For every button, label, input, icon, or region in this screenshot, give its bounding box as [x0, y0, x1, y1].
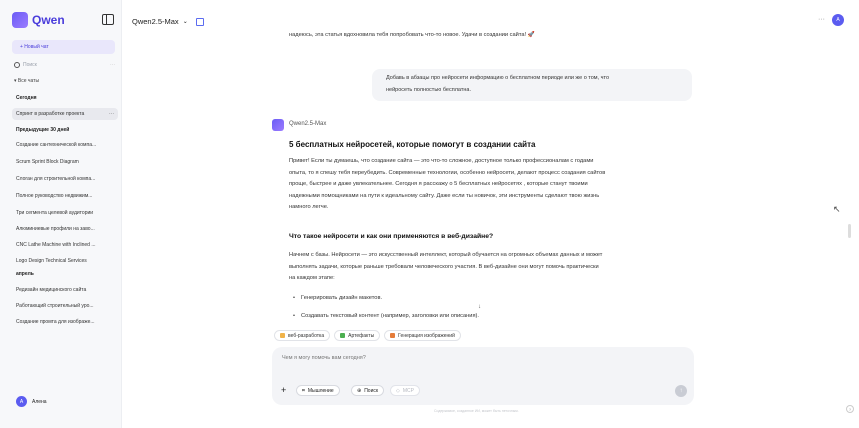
body-paragraph — [289, 250, 689, 285]
paragraph-line: выполнять задачи, которые раньше требовали человеческого участия. В веб-дизайне они могут помочь практически — [289, 263, 599, 270]
chip-artifacts[interactable]: Артефакты — [334, 330, 380, 341]
artifact-icon — [340, 333, 345, 338]
mcp-icon: ◇ — [396, 387, 400, 394]
paragraph-line: проще, быстрее и даже увлекательнее. Сегодня я расскажу о 5 бесплатных нейросетях , которые станут твоими — [289, 181, 588, 187]
message-input[interactable] — [282, 355, 582, 361]
section-label-30-days: Предыдущие 30 дней — [16, 127, 70, 133]
response-title: 5 бесплатных нейросетей, которые помогут в создании сайта — [289, 140, 536, 149]
sidebar — [0, 0, 122, 428]
qwen-avatar-icon — [272, 119, 284, 131]
model-selector[interactable] — [132, 17, 204, 26]
chat-item[interactable]: Редизайн медицинского сайта — [16, 287, 87, 293]
section-heading: Что такое нейросети и как они применяются в веб-дизайне? — [289, 233, 494, 240]
chevron-down-icon: ⌄ — [182, 19, 188, 25]
chat-item[interactable]: Полное руководство недвижим... — [16, 193, 93, 199]
help-icon[interactable]: ? — [846, 405, 854, 413]
user-profile[interactable] — [16, 396, 47, 407]
scrollbar[interactable] — [848, 224, 851, 238]
chat-item[interactable]: Алюминиевые профили на заво... — [16, 226, 95, 232]
thinking-icon: ⌗ — [302, 387, 305, 394]
list-item: • Генерировать дизайн макетов. — [293, 295, 383, 301]
user-name: Алена — [32, 398, 47, 405]
suggestion-chips — [274, 330, 461, 341]
more-options-icon[interactable]: ··· — [818, 16, 825, 23]
mouse-cursor-icon: ↖ — [833, 204, 841, 214]
list-item: • Создавать текстовый контент (например, заголовки или описания). — [293, 313, 480, 319]
chat-item[interactable]: Слоган для строительной компа... — [16, 176, 96, 182]
mcp-toggle[interactable]: ◇ MCP — [390, 385, 420, 396]
image-icon — [390, 333, 395, 338]
chip-image-generation[interactable]: Генерация изображений — [384, 330, 461, 341]
section-label-today: Сегодня — [16, 95, 37, 101]
message-composer — [272, 347, 694, 405]
chat-item[interactable]: Три сегмента целевой аудитории — [16, 210, 94, 216]
thinking-toggle[interactable]: ⌗ Мышление — [296, 385, 340, 396]
sidebar-toggle-icon[interactable] — [102, 14, 114, 25]
list-item-text: Генерировать дизайн макетов. — [301, 295, 383, 301]
paragraph-line: на каждом этапе: — [289, 275, 335, 281]
search-placeholder: Поиск — [23, 62, 37, 68]
chat-item[interactable]: Создание сантехнической компа... — [16, 142, 97, 148]
attach-plus-button[interactable]: + — [281, 385, 287, 395]
send-button[interactable]: ↑ — [675, 385, 687, 397]
chat-item[interactable]: Scrum Sprint Block Diagram — [16, 159, 79, 165]
qwen-logo[interactable] — [12, 12, 65, 28]
user-message-line: нейросеть полностью бесплатна. — [386, 87, 472, 93]
qwen-logo-icon — [12, 12, 28, 28]
assistant-model-name: Qwen2.5-Max — [289, 121, 327, 127]
sidebar-search[interactable] — [14, 60, 115, 70]
compare-icon[interactable] — [196, 18, 204, 26]
chat-item[interactable] — [12, 108, 118, 120]
search-icon — [14, 62, 20, 68]
chat-item-label: Спринт в разработке проекта — [16, 111, 85, 117]
paragraph-line: Привет! Если ты думаешь, что создание сайта — это что-то сложное, доступное только профессионалам с годами — [289, 158, 594, 164]
new-chat-button[interactable]: + Новый чат — [12, 40, 115, 54]
pencil-icon — [280, 333, 285, 338]
intro-paragraph — [289, 156, 689, 214]
list-item-text: Создавать текстовый контент (например, заголовки или описания). — [301, 313, 480, 319]
paragraph-line: надежными помощниками на пути к идеальному сайту. Даже если ты новичок, эти инструменты сделают твою жизнь — [289, 192, 600, 199]
avatar: А — [16, 396, 27, 407]
avatar[interactable]: A — [832, 14, 844, 26]
model-name: Qwen2.5-Max — [132, 17, 179, 26]
section-label-april: апрель — [16, 271, 34, 277]
app-name: Qwen — [32, 13, 65, 27]
paragraph-line: намного легче. — [289, 204, 329, 210]
scroll-down-icon[interactable]: ↓ — [478, 304, 481, 310]
user-message-bubble — [372, 69, 692, 101]
all-chats-toggle[interactable]: ▾ Все чаты — [14, 78, 40, 84]
paragraph-line: Начнем с базы. Нейросети — это искусственный интеллект, который обучается на огромных объемах данных и может — [289, 252, 603, 258]
chat-item[interactable]: Создание промта для изображе... — [16, 319, 95, 325]
chat-item[interactable]: Logo Design Technical Services — [16, 258, 87, 264]
chat-more-icon[interactable]: ··· — [109, 111, 114, 117]
paragraph-line: опыта, то я спешу тебя переубедить. Современные технологии, особенно нейросети, делают процесс создания сайтов — [289, 169, 606, 176]
search-toggle[interactable]: ⊕ Поиск — [351, 385, 384, 396]
previous-message-text: надеюсь, эта статья вдохновила тебя попробовать что-то новое. Удачи в создании сайта! 🚀 — [289, 32, 535, 38]
chat-item[interactable]: CNC Lathe Machine with Inclined ... — [16, 242, 96, 248]
chip-web-dev[interactable]: веб-разработка — [274, 330, 330, 341]
user-message-line: Добавь в абзацы про нейросети информацию о бесплатном периоде или же о том, что — [386, 75, 610, 81]
chat-item[interactable]: Работающий строительный уро... — [16, 303, 94, 309]
globe-icon: ⊕ — [357, 387, 362, 394]
disclaimer-text: Содержимое, созданное ИИ, может быть неточным. — [434, 409, 519, 413]
more-icon[interactable]: ··· — [110, 62, 115, 68]
